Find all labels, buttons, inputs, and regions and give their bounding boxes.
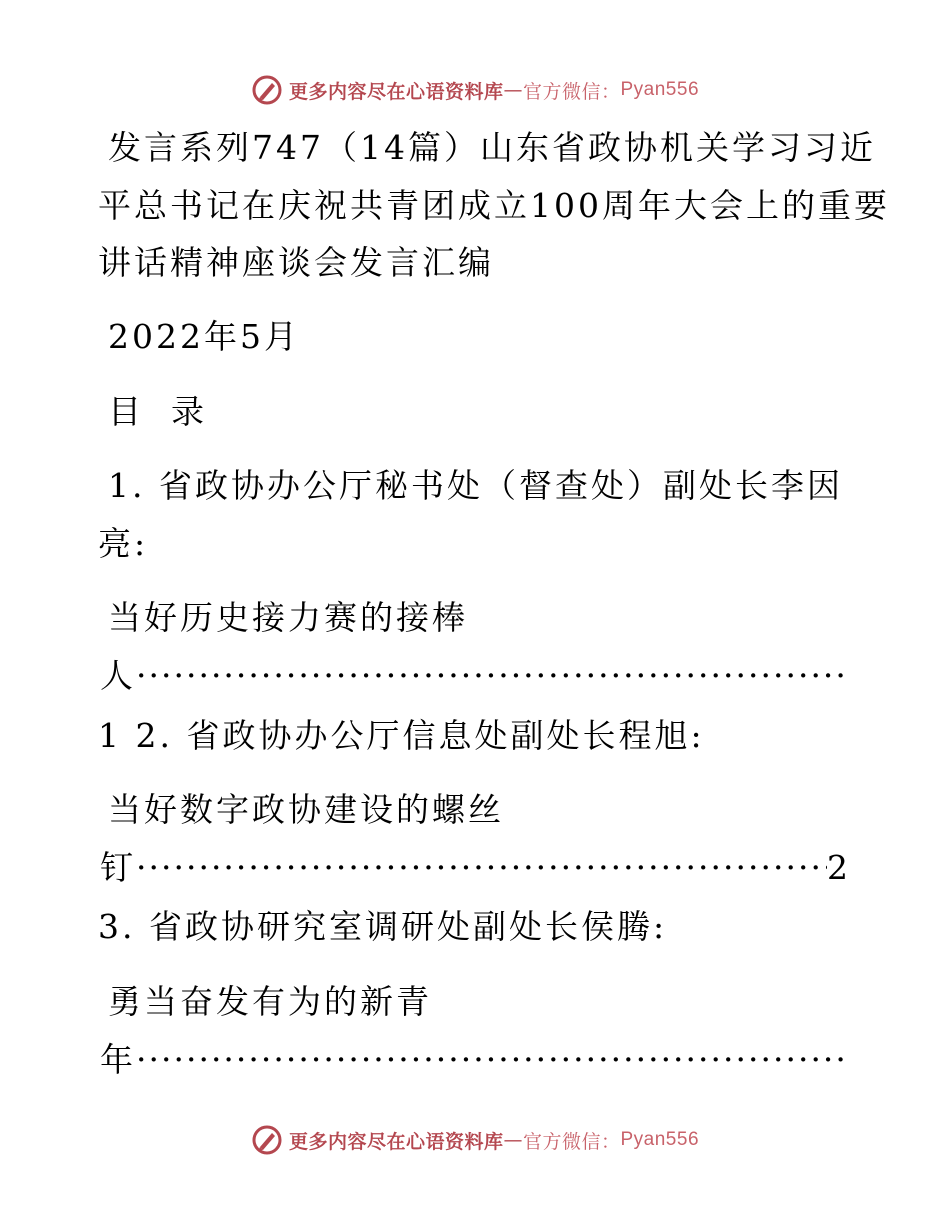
toc-item-2-subtitle: 当好数字政协建设的螺丝: [108, 790, 504, 829]
toc-item-3-last-char: 年: [100, 1040, 136, 1079]
toc-item-2-leader-row[interactable]: [100, 848, 848, 888]
toc-dot-leader: [136, 848, 827, 888]
doc-title-line-2: 平总书记在庆祝共青团成立100周年大会上的重要: [98, 186, 890, 225]
toc-item-3-subtitle: 勇当奋发有为的新青: [108, 982, 432, 1021]
toc-heading: 目 录: [108, 392, 207, 431]
toc-item-2-page: 2: [827, 848, 848, 887]
doc-title-line-3: 讲话精神座谈会发言汇编: [98, 243, 494, 282]
watermark-text: 更多内容尽在心语资料库: [288, 80, 504, 103]
watermark-text: 更多内容尽在心语资料库: [288, 1130, 504, 1153]
watermark-wechat-id: Pyan556: [620, 79, 700, 100]
watermark-wechat-label: 官方微信：: [522, 1130, 621, 1153]
doc-title-line-1: 发言系列747（14篇）山东省政协机关学习习近: [108, 128, 876, 167]
watermark-banner-top: [0, 70, 950, 110]
watermark-wechat-label: 官方微信：: [522, 80, 621, 103]
toc-item-1-subtitle: 当好历史接力赛的接棒: [108, 598, 468, 637]
watermark-banner-bottom: [0, 1120, 950, 1160]
toc-dot-leader: [136, 1040, 848, 1080]
watermark-dash: —: [503, 1129, 523, 1151]
pen-logo-icon: [251, 74, 283, 106]
toc-item-2-last-char: 钉: [100, 848, 136, 887]
pen-logo-icon: [251, 1124, 283, 1156]
watermark-dash: —: [503, 79, 523, 101]
toc-item-1-leader-row[interactable]: [100, 656, 848, 696]
toc-item-1-title-cont: 亮:: [98, 524, 149, 563]
toc-item-3-leader-row[interactable]: [100, 1040, 848, 1080]
toc-item-1-title: 1. 省政协办公厅秘书处（督查处）副处长李因: [108, 466, 843, 505]
toc-dot-leader: [136, 656, 848, 696]
toc-item-1-last-char: 人: [100, 656, 136, 695]
watermark-wechat-id: Pyan556: [620, 1129, 700, 1150]
toc-item-2-title: 1 2. 省政协办公厅信息处副处长程旭:: [98, 716, 705, 755]
toc-item-3-title: 3. 省政协研究室调研处副处长侯腾:: [98, 907, 668, 946]
doc-date: 2022年5月: [108, 317, 300, 356]
